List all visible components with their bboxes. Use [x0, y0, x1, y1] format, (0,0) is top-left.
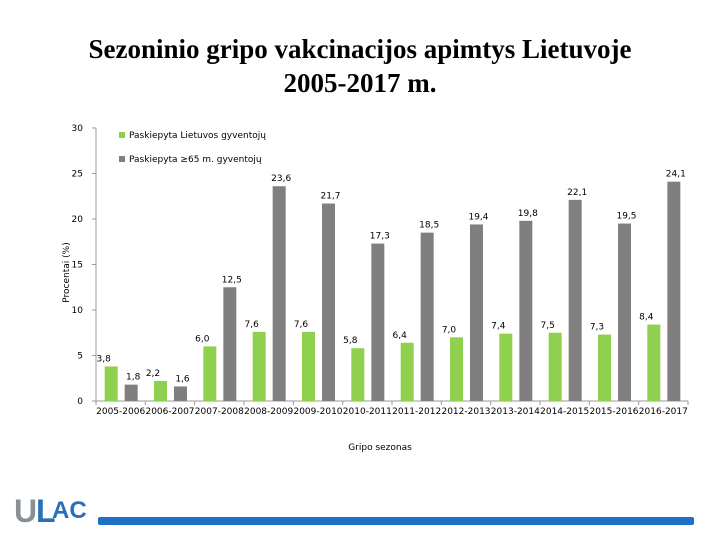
y-tick-label: 25 — [71, 169, 83, 180]
data-label-series1: 8,4 — [639, 312, 654, 323]
logo-letter-u: U — [14, 493, 38, 528]
bar-series1 — [647, 325, 660, 401]
legend-label-series2: Paskiepyta ≥65 m. gyventojų — [129, 155, 262, 165]
bar-series1 — [499, 334, 512, 401]
bar-series1 — [450, 337, 463, 401]
x-tick-label: 2007-2008 — [194, 407, 244, 417]
data-label-series1: 7,5 — [540, 320, 555, 331]
data-label-series1: 3,8 — [96, 354, 111, 365]
bar-series2 — [322, 204, 335, 401]
x-tick-label: 2014-2015 — [540, 407, 590, 417]
bar-series2 — [519, 221, 532, 401]
bar-series1 — [203, 346, 216, 401]
x-tick-label: 2008-2009 — [244, 407, 294, 417]
bar-series2 — [667, 182, 680, 401]
bar-series2 — [223, 287, 236, 401]
data-label-series1: 2,2 — [145, 368, 161, 379]
data-label-series1: 7,6 — [293, 319, 309, 330]
bar-series1 — [105, 366, 118, 401]
bar-series2 — [569, 200, 582, 401]
bottom-accent-bar — [98, 517, 694, 525]
bar-series2 — [470, 224, 483, 401]
x-tick-label: 2009-2010 — [293, 407, 343, 417]
x-tick-label: 2011-2012 — [392, 407, 442, 417]
bar-series2 — [125, 385, 138, 401]
data-label-series2: 21,7 — [320, 191, 341, 202]
bar-series1 — [401, 343, 414, 401]
data-label-series1: 7,4 — [491, 321, 506, 332]
legend-swatch-series1 — [119, 132, 125, 138]
data-label-series2: 1,6 — [175, 374, 190, 385]
data-label-series2: 22,1 — [567, 187, 588, 198]
bar-series1 — [549, 333, 562, 401]
x-tick-label: 2005-2006 — [96, 407, 146, 417]
data-label-series2: 23,6 — [271, 174, 292, 185]
data-label-series2: 24,1 — [665, 169, 686, 180]
data-label-series2: 1,8 — [126, 372, 141, 383]
data-label-series2: 17,3 — [369, 231, 390, 242]
x-tick-label: 2006-2007 — [145, 407, 195, 417]
bar-series1 — [154, 381, 167, 401]
logo-letters-ac: AC — [52, 497, 87, 524]
data-label-series2: 12,5 — [221, 275, 242, 286]
bar-series1 — [302, 332, 315, 401]
bar-series2 — [618, 224, 631, 401]
data-label-series2: 18,5 — [419, 220, 440, 231]
bar-series1 — [253, 332, 266, 401]
x-tick-label: 2012-2013 — [441, 407, 491, 417]
title-line-1: Sezoninio gripo vakcinacijos apimtys Lietuvoje — [88, 34, 632, 64]
y-axis-title: Procentai (%) — [62, 242, 72, 303]
y-tick-label: 15 — [71, 260, 83, 271]
y-tick-label: 30 — [71, 124, 83, 134]
y-tick-label: 10 — [71, 306, 83, 316]
bar-series2 — [421, 233, 434, 401]
x-tick-label: 2016-2017 — [638, 407, 688, 417]
bar-series2 — [371, 244, 384, 401]
x-tick-label: 2013-2014 — [490, 407, 540, 417]
x-tick-label: 2015-2016 — [589, 407, 639, 417]
ulac-logo-icon — [14, 492, 96, 528]
data-label-series1: 6,4 — [392, 330, 407, 341]
data-label-series1: 6,0 — [195, 334, 210, 345]
x-axis-title: Gripo sezonas — [348, 443, 412, 453]
bar-series1 — [598, 335, 611, 401]
y-tick-label: 0 — [77, 397, 83, 407]
bar-series2 — [273, 186, 286, 401]
data-label-series2: 19,8 — [517, 208, 538, 219]
bar-series1 — [351, 348, 364, 401]
data-label-series1: 7,3 — [589, 322, 605, 333]
x-tick-label: 2010-2011 — [342, 407, 392, 417]
data-label-series1: 7,6 — [244, 319, 259, 330]
y-tick-label: 5 — [77, 351, 83, 362]
data-label-series1: 7,0 — [441, 325, 457, 336]
title-line-2: 2005-2017 m. — [283, 68, 437, 98]
logo-letter-l: L — [36, 493, 56, 528]
data-label-series2: 19,4 — [468, 212, 489, 223]
y-tick-label: 20 — [71, 215, 83, 225]
bar-series2 — [174, 386, 187, 401]
legend-label-series1: Paskiepyta Lietuvos gyventojų — [129, 131, 266, 141]
data-label-series2: 19,5 — [616, 211, 637, 222]
data-label-series1: 5,8 — [343, 336, 358, 347]
legend-swatch-series2 — [119, 156, 125, 162]
